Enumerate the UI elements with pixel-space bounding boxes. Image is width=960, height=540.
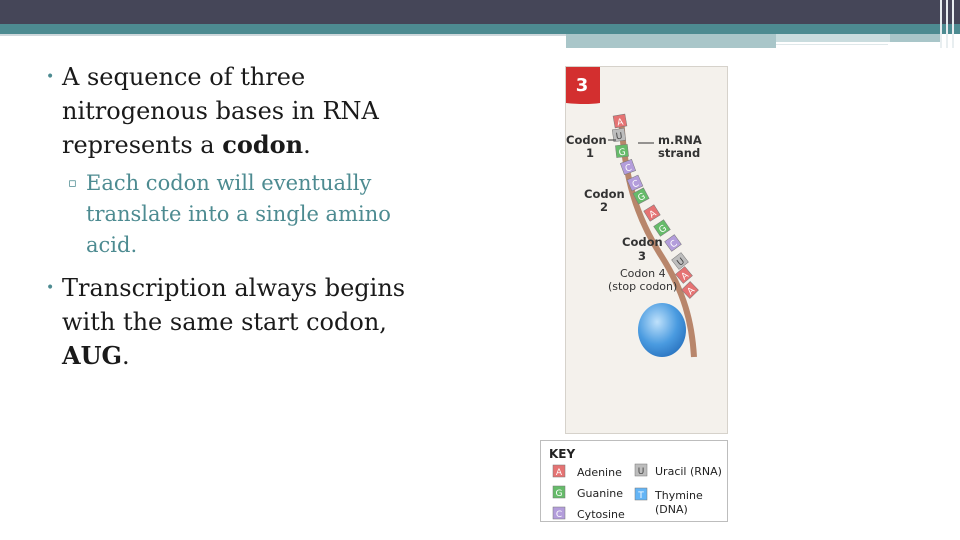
header-segment (776, 44, 888, 45)
base-box (644, 205, 661, 222)
base-letter: C (624, 163, 634, 175)
key-title: KEY (549, 447, 576, 461)
codon4-label: Codon 4 (620, 267, 666, 280)
guanine-label: Guanine (577, 487, 624, 500)
header-rule (0, 34, 566, 36)
bullet2-end: . (122, 342, 130, 370)
codon4-note: (stop codon) (608, 280, 678, 293)
thymine-label-note: (DNA) (655, 503, 688, 516)
base-letter: G (636, 191, 648, 204)
codon3-label: Codon (622, 235, 663, 249)
base-box (672, 253, 689, 271)
sub-bullet-amino-acid (68, 168, 424, 261)
base-letter: U (675, 256, 687, 269)
bullet-codon-definition (44, 60, 424, 162)
bullet-start-codon (44, 271, 424, 373)
bullet1-text: A sequence of three nitrogenous bases in RNA represents a (62, 63, 379, 159)
codon-diagram (566, 67, 727, 433)
title-bar-accent (0, 24, 960, 34)
base-box (612, 128, 626, 143)
slide-body (44, 60, 424, 373)
cytosine-label: Cytosine (577, 508, 625, 521)
base-key-legend (540, 440, 728, 522)
sub-bullet-square-icon: ▫ (68, 176, 77, 191)
codon2-number: 2 (600, 200, 609, 214)
bullet2-term: AUG (62, 341, 123, 370)
codon3-number: 3 (638, 249, 647, 263)
base-letter: C (630, 178, 641, 191)
codon1-number: 1 (586, 146, 595, 160)
ribosome-subunit (638, 303, 686, 357)
title-bar-dark (0, 0, 960, 24)
bullet2-text: Transcription always begins with the same start codon, (62, 274, 406, 336)
codon2-label: Codon (584, 187, 625, 201)
base-letter: G (657, 223, 669, 236)
guanine-swatch-letter: G (555, 489, 563, 499)
thymine-swatch-letter: T (638, 491, 644, 501)
step-number: 3 (575, 75, 589, 96)
uracil-label: Uracil (RNA) (655, 465, 722, 478)
base-box (665, 235, 682, 253)
bullet-dot-icon: • (46, 69, 55, 85)
header-segment (890, 34, 940, 42)
mrna-label-line1: m.RNA (658, 133, 702, 147)
bullet1-term: codon (222, 130, 304, 159)
mrna-label-line2: strand (658, 146, 701, 160)
base-letter: A (647, 208, 659, 221)
bullet1-end: . (303, 131, 311, 159)
bullet-dot-icon: • (46, 280, 55, 296)
thymine-label: Thymine (655, 489, 703, 502)
sub1-text: Each codon will eventually translate into a single amino acid. (86, 171, 391, 257)
header-segment (566, 34, 776, 48)
adenine-swatch-letter: A (555, 468, 563, 478)
base-letter: G (618, 147, 627, 159)
base-letter: A (685, 285, 698, 298)
adenine-label: Adenine (577, 466, 622, 479)
codon-figure (565, 66, 728, 434)
base-letter: U (615, 131, 624, 143)
base-box (615, 144, 628, 158)
codon1-label: Codon (566, 133, 607, 147)
cytosine-swatch-letter: C (555, 510, 563, 520)
base-letter: A (616, 117, 625, 129)
base-box (613, 114, 627, 129)
key-diagram (541, 441, 727, 521)
base-letter: A (679, 270, 691, 283)
base-letter: C (668, 238, 680, 251)
header-segment (776, 34, 890, 42)
uracil-swatch-letter: U (637, 467, 645, 477)
header-stripes (938, 0, 960, 48)
